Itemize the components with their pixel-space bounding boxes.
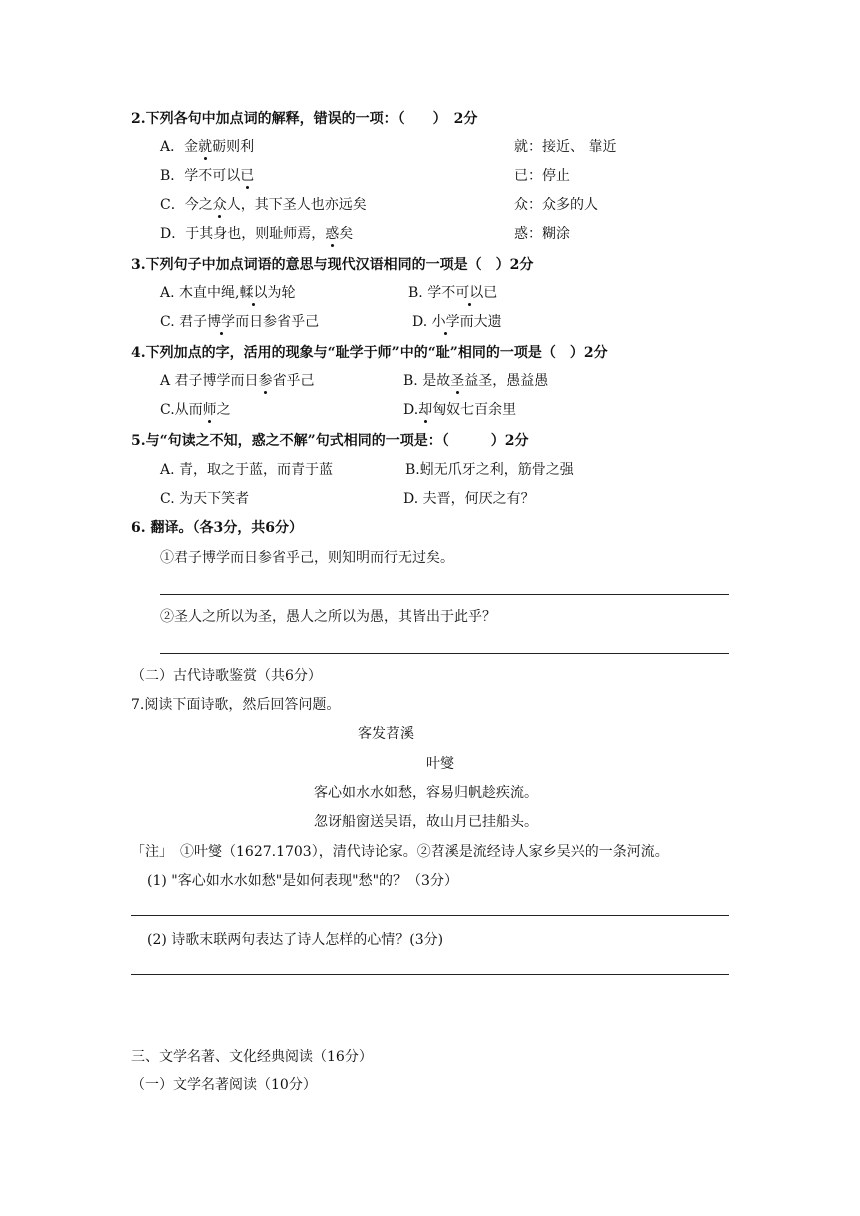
q2-option-c-explain: 众：众多的人 [514, 197, 598, 213]
poem-note: 「注」 ①叶燮（1627.1703），清代诗论家。②苕溪是流经诗人家乡吴兴的一条河流。 [131, 844, 669, 860]
section-3-heading: 三、文学名著、文化经典阅读（16分） [131, 1049, 373, 1065]
q5-option-b: B.蚓无爪牙之利，筋骨之强 [405, 462, 574, 478]
q2-option-d-explain: 惑：糊涂 [514, 226, 570, 242]
poem-title: 客发苕溪 [358, 726, 414, 742]
q3-option-d: D. 小学而大遗 [412, 314, 502, 330]
q6-item-1: ①君子博学而日参省乎己，则知明而行无过矣。 [160, 550, 454, 566]
q4-option-c: C.从而师之 [160, 402, 231, 418]
q2-option-b: B．学不可以已 [160, 168, 255, 184]
question-2-stem: 2.下列各句中加点词的解释，错误的一项：（ ） 2分 [131, 111, 478, 127]
q2-option-b-explain: 已：停止 [514, 168, 570, 184]
question-5-stem: 5.与“句读之不知，惑之不解”句式相同的一项是：（ ）2分 [131, 433, 529, 449]
q4-option-a: A 君子博学而日参省乎己 [160, 373, 315, 389]
q2-option-d: D．于其身也，则耻师焉，惑矣 [160, 226, 354, 242]
q3-option-b: B. 学不可以已 [408, 285, 498, 301]
q7-sub-2: (2) 诗歌末联两句表达了诗人怎样的心情？(3分) [147, 932, 444, 948]
q5-option-c: C. 为天下笑者 [160, 491, 250, 507]
section-3-1-heading: （一）文学名著阅读（10分） [131, 1077, 317, 1093]
answer-line-7-1 [131, 915, 729, 916]
answer-line-6-2 [160, 653, 729, 654]
q6-item-2: ②圣人之所以为圣，愚人之所以为愚，其皆出于此乎？ [160, 609, 496, 625]
q7-sub-1: (1) "客心如水水如愁"是如何表现"愁"的？（3分） [147, 873, 458, 889]
answer-line-6-1 [160, 594, 729, 595]
question-6-stem: 6. 翻译。（各3分，共6分） [131, 520, 303, 536]
answer-line-7-2 [131, 974, 729, 975]
poem-line-2: 忽讶船窗送吴语，故山月已挂船头。 [314, 814, 538, 830]
q2-option-a: A．金就砺则利 [160, 139, 255, 155]
q5-option-d: D. 夫晋，何厌之有？ [403, 491, 535, 507]
q3-option-a: A. 木直中绳,輮以为轮 [160, 285, 296, 301]
question-4-stem: 4.下列加点的字，活用的现象与“耻学于师”中的“耻”相同的一项是（ ）2分 [131, 345, 608, 361]
q3-option-c: C. 君子博学而日参省乎己 [160, 314, 320, 330]
question-3-stem: 3.下列句子中加点词语的意思与现代汉语相同的一项是（ ）2分 [131, 257, 534, 273]
q4-option-b: B. 是故圣益圣，愚益愚 [403, 373, 549, 389]
q4-option-d: D.却匈奴七百余里 [403, 402, 517, 418]
q2-option-a-explain: 就：接近、 靠近 [514, 139, 617, 155]
poem-line-1: 客心如水水如愁，容易归帆趁疾流。 [314, 785, 538, 801]
q5-option-a: A. 青，取之于蓝，而青于蓝 [160, 462, 334, 478]
q2-option-c: C．今之众人，其下圣人也亦远矣 [160, 197, 367, 213]
poem-author: 叶燮 [426, 756, 454, 772]
section-poetry-heading: （二）古代诗歌鉴赏（共6分） [131, 668, 322, 684]
question-7-stem: 7.阅读下面诗歌，然后回答问题。 [131, 697, 341, 713]
